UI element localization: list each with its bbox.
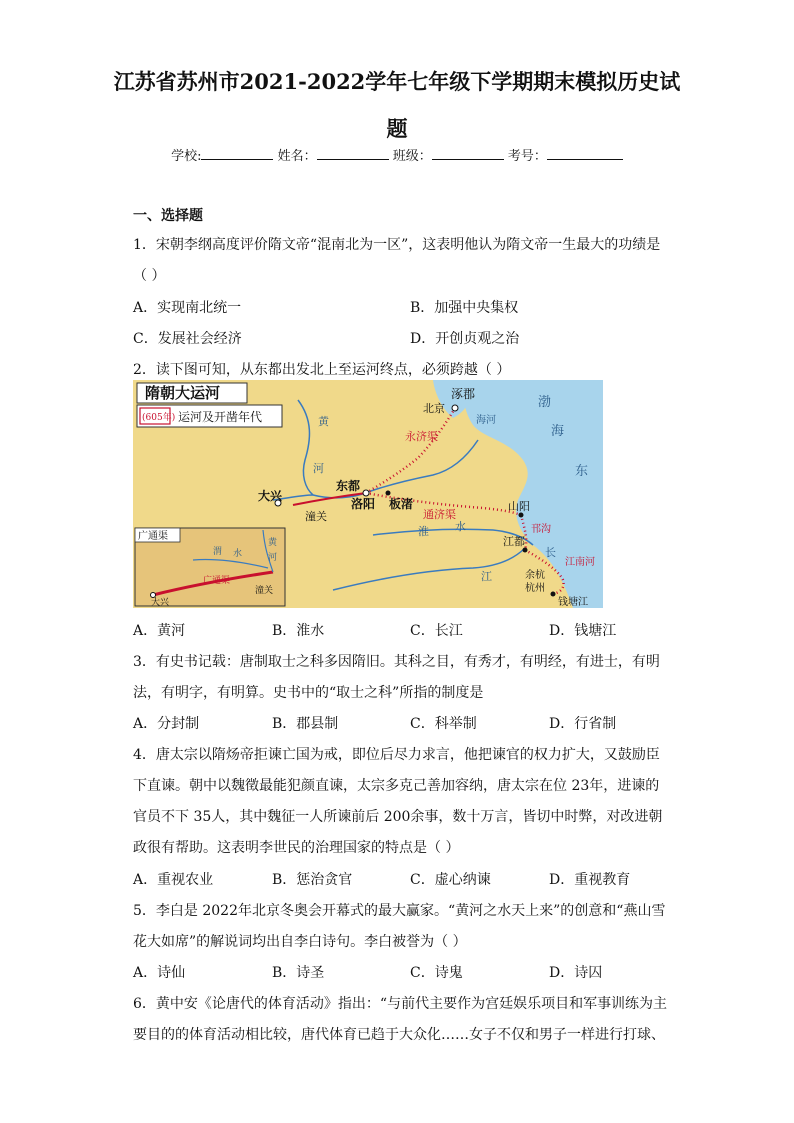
q3-option-b[interactable]: B．郡县制: [272, 716, 339, 732]
label-jiang: 江: [481, 570, 492, 583]
label-beijing: 北京: [423, 402, 445, 415]
label-yuhang: 余杭: [525, 570, 545, 581]
q1-option-c[interactable]: C．发展社会经济: [133, 331, 242, 347]
name-blank[interactable]: [317, 147, 389, 160]
label-huai: 淮: [418, 525, 429, 538]
label-hangzhou: 杭州: [525, 583, 545, 594]
inset-title: 广通渠: [138, 531, 168, 542]
q4-stem-line3: 官员不下 35人，其中魏征一人所谏前后 200余事，数十万言，皆切中时弊，对改进朝: [133, 809, 663, 825]
label-yongji-canal: 永济渠: [405, 430, 438, 443]
label-daxing: 大兴: [258, 489, 283, 503]
q4-option-d[interactable]: D．重视教育: [549, 872, 631, 888]
legend-year: (605年): [142, 413, 176, 423]
label-jiangdu: 江都: [503, 535, 525, 548]
q2-option-d[interactable]: D．钱塘江: [549, 623, 617, 639]
class-label: 班级：: [392, 149, 432, 164]
label-dongdu: 东都: [336, 479, 361, 493]
q6-stem-line1: 6．黄中安《论唐代的体育活动》指出：“与前代主要作为宫廷娱乐项目和军事训练为主: [133, 996, 668, 1012]
label-huang: 黄: [318, 415, 329, 428]
label-tongguan: 潼关: [305, 510, 327, 523]
city-marker-jiangdu: [523, 548, 528, 553]
q4-stem-line4: 政很有帮助。这表明李世民的治理国家的特点是（ ）: [133, 840, 460, 856]
q6-stem-line2: 要目的的体育活动相比较，唐代体育已趋于大众化……女子不仅和男子一样进行打球、: [133, 1027, 665, 1043]
q1-stem-line2: （ ）: [133, 268, 166, 284]
label-dong: 东: [575, 464, 589, 479]
section-heading: 一、选择题: [133, 208, 203, 224]
city-marker-banzhu: [386, 491, 391, 496]
name-label: 姓名：: [277, 149, 317, 164]
student-info-row: [0, 145, 794, 164]
q1-option-a[interactable]: A．实现南北统一: [133, 300, 242, 316]
city-marker-yuhang: [551, 592, 556, 597]
q2-option-b[interactable]: B．淮水: [272, 623, 325, 639]
city-marker-dongdu: [363, 490, 369, 496]
inset-label-tongguan: 潼关: [255, 586, 274, 596]
label-hai: 海: [551, 424, 565, 439]
q2-option-c[interactable]: C．长江: [410, 623, 463, 639]
label-jiangnanhe: 江南河: [565, 557, 595, 568]
grand-canal-map: [133, 380, 603, 608]
q5-stem-line1: 5．李白是 2022年北京冬奥会开幕式的最大赢家。“黄河之水天上来”的创意和“燕山雪: [133, 903, 666, 919]
q5-option-a[interactable]: A．诗仙: [133, 965, 186, 981]
q3-stem-line2: 法，有明字，有明算。史书中的“取士之科”所指的制度是: [133, 685, 484, 701]
q1-option-b[interactable]: B．加强中央集权: [410, 300, 519, 316]
label-shui: 水: [455, 520, 466, 533]
q4-stem-line2: 下直谏。朝中以魏徵最能犯颜直谏，太宗多克己善加容纳，唐太宗在位 23年，进谏的: [133, 778, 660, 794]
label-hangou: 邗沟: [531, 524, 551, 535]
school-blank[interactable]: [201, 147, 273, 160]
label-chang: 长: [545, 546, 556, 559]
map-title: 隋朝大运河: [145, 384, 221, 402]
q4-option-a[interactable]: A．重视农业: [133, 872, 214, 888]
exam-title-line1: 江苏省苏州市2021-2022学年七年级下学期期末模拟历史试: [113, 69, 681, 94]
label-zhuojun: 涿郡: [451, 387, 476, 401]
q4-stem-line1: 4．唐太宗以隋炀帝拒谏亡国为戒，即位后尽力求言，他把谏官的权力扩大，又鼓励臣: [133, 747, 660, 763]
label-haihe: 海河: [476, 415, 496, 426]
q5-stem-line2: 花大如席”的解说词均出自李白诗句。李白被誉为（ ）: [133, 934, 467, 950]
inset-label-he: 河: [268, 553, 278, 563]
q4-option-c[interactable]: C．虚心纳谏: [410, 872, 491, 888]
inset-label-shui: 水: [233, 549, 243, 559]
label-bo: 渤: [538, 395, 552, 410]
label-banzhu: 板渚: [389, 497, 414, 511]
inset-label-huang: 黄: [268, 538, 278, 548]
q4-option-b[interactable]: B．惩治贪官: [272, 872, 353, 888]
label-qiantangjiang: 钱塘江: [558, 597, 588, 608]
exam-no-blank[interactable]: [547, 147, 623, 160]
q5-option-c[interactable]: C．诗鬼: [410, 965, 463, 981]
label-he: 河: [313, 462, 324, 475]
q2-option-a[interactable]: A．黄河: [133, 623, 186, 639]
inset-label-daxing: 大兴: [151, 598, 170, 608]
inset-label-guangtong: 广通渠: [203, 576, 231, 586]
q5-option-d[interactable]: D．诗囚: [549, 965, 603, 981]
q3-option-c[interactable]: C．科举制: [410, 716, 477, 732]
inset-daxing-marker: [151, 593, 156, 598]
city-marker-zhuojun: [452, 405, 458, 411]
city-marker-shanyang: [519, 513, 524, 518]
q1-option-d[interactable]: D．开创贞观之治: [410, 331, 520, 347]
q3-option-d[interactable]: D．行省制: [549, 716, 617, 732]
legend-text: 运河及开凿年代: [178, 410, 263, 424]
exam-title-line2: 题: [386, 116, 408, 141]
q3-option-a[interactable]: A．分封制: [133, 716, 200, 732]
q3-stem-line1: 3．有史书记载：唐制取士之科多因隋旧。其科之目，有秀才，有明经，有进士，有明: [133, 654, 660, 670]
label-shanyang: 山阳: [508, 500, 530, 513]
exam-no-label: 考号：: [507, 149, 547, 164]
q2-stem-line1: 2．读下图可知，从东都出发北上至运河终点，必须跨越（ ）: [133, 362, 511, 378]
q5-option-b[interactable]: B．诗圣: [272, 965, 325, 981]
class-blank[interactable]: [432, 147, 504, 160]
school-label: 学校:: [171, 149, 202, 164]
q1-stem-line1: 1．宋朝李纲高度评价隋文帝“混南北为一区”，这表明他认为隋文帝一生最大的功绩是: [133, 237, 661, 253]
inset-label-wei: 渭: [213, 547, 223, 557]
label-tongji-canal: 通济渠: [423, 508, 456, 521]
label-luoyang: 洛阳: [351, 497, 376, 511]
